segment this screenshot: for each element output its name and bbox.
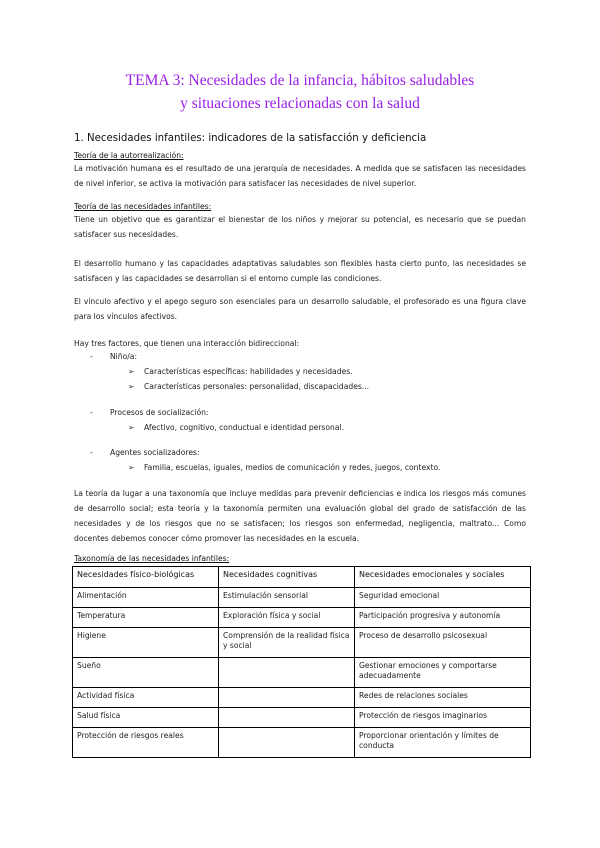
table-cell: Comprensión de la realidad física y social: [219, 628, 355, 658]
table-cell: Protección de riesgos reales: [73, 728, 219, 758]
factor-item: Afectivo, cognitivo, conductual e identidad personal.: [144, 423, 345, 432]
table-cell: Redes de relaciones sociales: [355, 688, 531, 708]
bullet-dash: -: [90, 352, 93, 361]
table-cell: Protección de riesgos imaginarios: [355, 708, 531, 728]
table-cell: [219, 708, 355, 728]
table-header-cell: Necesidades cognitivas: [219, 567, 355, 588]
table-cell: Actividad física: [73, 688, 219, 708]
factor-label: Agentes socializadores:: [110, 448, 200, 457]
table-cell: [219, 658, 355, 688]
title-line-1: TEMA 3: Necesidades de la infancia, hábitos saludables: [125, 72, 475, 89]
table-row: [73, 608, 531, 628]
table-cell: Exploración física y social: [219, 608, 355, 628]
table-cell: Sueño: [73, 658, 219, 688]
table-cell: Participación progresiva y autonomía: [355, 608, 531, 628]
needs-table: [72, 566, 531, 758]
table-cell: Higiene: [73, 628, 219, 658]
arrow-bullet-icon: ➢: [128, 463, 135, 472]
table-cell: Estimulación sensorial: [219, 588, 355, 608]
table-row: [73, 708, 531, 728]
factor-label: Procesos de socialización:: [110, 408, 209, 417]
bullet-dash: -: [90, 408, 93, 417]
table-cell: [219, 728, 355, 758]
table-row: [73, 658, 531, 688]
table-cell: Alimentación: [73, 588, 219, 608]
table-row: [73, 688, 531, 708]
table-cell: Proporcionar orientación y límites de conducta: [355, 728, 531, 758]
bullet-dash: -: [90, 448, 93, 457]
table-cell: Proceso de desarrollo psicosexual: [355, 628, 531, 658]
table-cell: Salud física: [73, 708, 219, 728]
subheading-taxonomia: Taxonomía de las necesidades infantiles:: [74, 554, 230, 563]
paragraph-2: Tiene un objetivo que es garantizar el bienestar de los niños y mejorar su potencial, es necesario que se puedan satisfacer sus necesidades.: [74, 215, 526, 239]
subheading-necesidades: Teoría de las necesidades infantiles:: [74, 202, 212, 211]
arrow-bullet-icon: ➢: [128, 382, 135, 391]
factor-item: Características específicas: habilidades y necesidades.: [144, 367, 353, 376]
paragraph-4: El vínculo afectivo y el apego seguro son esenciales para un desarrollo saludable, el profesorado es una figura clave para los vínculos afectivos.: [74, 297, 526, 321]
arrow-bullet-icon: ➢: [128, 367, 135, 376]
paragraph-6: La teoría da lugar a una taxonomía que incluye medidas para prevenir deficiencias e indica los riesgos más comunes de desarrollo social; esta teoría y la taxonomía permiten una evaluación global del grado de satisfacción de las necesidades y de los riesgos que no se satisfacen; los riesgos son enfermedad, negligencia, maltrato... Como docentes debemos conocer cómo promover las necesidades en la escuela.: [74, 489, 526, 543]
table-cell: Temperatura: [73, 608, 219, 628]
table-row: [73, 588, 531, 608]
table-header-cell: Necesidades emocionales y sociales: [355, 567, 531, 588]
title-line-2: y situaciones relacionadas con la salud: [180, 95, 420, 112]
arrow-bullet-icon: ➢: [128, 423, 135, 432]
table-header-row: [73, 567, 531, 588]
table-header-cell: Necesidades físico-biológicas: [73, 567, 219, 588]
table-row: [73, 628, 531, 658]
table-cell: [219, 688, 355, 708]
subheading-autorrealizacion: Teoría de la autorrealización:: [74, 151, 184, 160]
paragraph-1: La motivación humana es el resultado de una jerarquía de necesidades. A medida que se satisfacen las necesidades de nivel inferior, se activa la motivación para satisfacer las necesidades de nivel superior.: [74, 164, 526, 188]
factor-label: Niño/a:: [110, 352, 138, 361]
table-cell: Gestionar emociones y comportarse adecuadamente: [355, 658, 531, 688]
section-heading: 1. Necesidades infantiles: indicadores de la satisfacción y deficiencia: [74, 133, 427, 144]
factor-item: Características personales: personalidad, discapacidades...: [144, 382, 370, 391]
table-row: [73, 728, 531, 758]
paragraph-3: El desarrollo humano y las capacidades adaptativas saludables son flexibles hasta cierto punto, las necesidades se satisfacen y las capacidades se desarrollan si el entorno cumple las condiciones.: [74, 259, 526, 283]
paragraph-5: Hay tres factores, que tienen una interacción bidireccional:: [74, 339, 300, 348]
table-cell: Seguridad emocional: [355, 588, 531, 608]
factor-item: Familia, escuelas, iguales, medios de comunicación y redes, juegos, contexto.: [144, 463, 441, 472]
